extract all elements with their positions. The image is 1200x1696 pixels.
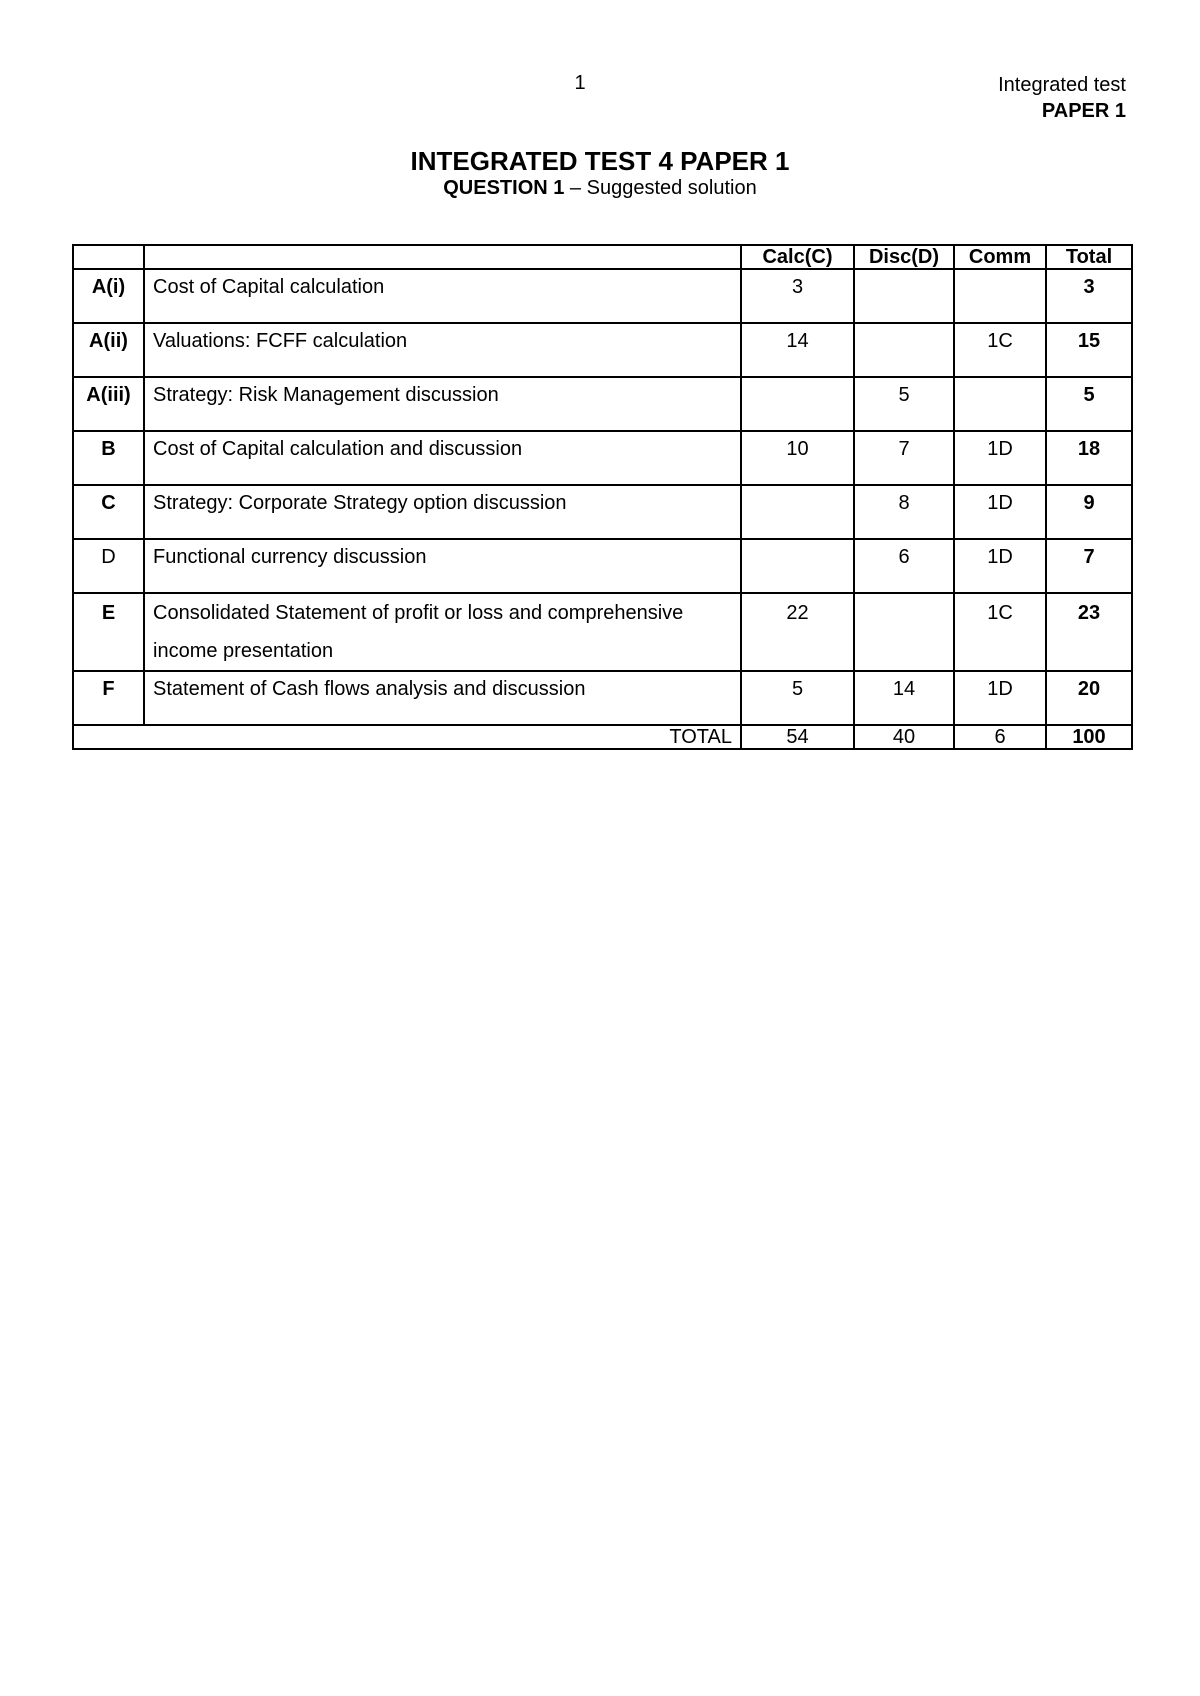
row-code: C — [73, 485, 144, 539]
row-calc — [741, 485, 854, 539]
document-title: INTEGRATED TEST 4 PAPER 1 — [410, 146, 790, 176]
table-row — [73, 485, 1132, 539]
column-header-calc: Calc(C) — [741, 245, 854, 269]
row-disc: 6 — [854, 539, 954, 593]
column-header-comm: Comm — [954, 245, 1046, 269]
running-header — [998, 72, 1126, 124]
row-calc: 5 — [741, 671, 854, 725]
row-description: Cost of Capital calculation and discussion — [144, 431, 741, 485]
row-description: Strategy: Corporate Strategy option discussion — [144, 485, 741, 539]
row-total: 3 — [1046, 269, 1132, 323]
table-row — [73, 671, 1132, 725]
column-header-total: Total — [1046, 245, 1132, 269]
row-calc — [741, 377, 854, 431]
total-label: TOTAL — [73, 725, 741, 749]
row-total: 9 — [1046, 485, 1132, 539]
total-total: 100 — [1046, 725, 1132, 749]
table-row — [73, 593, 1132, 671]
row-code: D — [73, 539, 144, 593]
row-comm — [954, 377, 1046, 431]
document-subtitle — [0, 176, 1200, 200]
row-code: F — [73, 671, 144, 725]
total-disc: 40 — [854, 725, 954, 749]
table-row — [73, 323, 1132, 377]
row-calc: 22 — [741, 593, 854, 671]
column-header-disc: Disc(D) — [854, 245, 954, 269]
row-comm: 1D — [954, 671, 1046, 725]
column-header-description — [144, 245, 741, 269]
table-row — [73, 377, 1132, 431]
row-calc — [741, 539, 854, 593]
row-calc: 10 — [741, 431, 854, 485]
row-disc: 8 — [854, 485, 954, 539]
row-description: Statement of Cash flows analysis and discussion — [144, 671, 741, 725]
row-total: 5 — [1046, 377, 1132, 431]
subtitle-rest: – Suggested solution — [564, 177, 757, 199]
row-description: Consolidated Statement of profit or loss and comprehensive income presentation — [144, 593, 741, 671]
row-total: 18 — [1046, 431, 1132, 485]
row-total: 15 — [1046, 323, 1132, 377]
row-comm: 1D — [954, 539, 1046, 593]
marks-allocation-table — [72, 244, 1133, 750]
table-total-row — [73, 725, 1132, 749]
column-header-code — [73, 245, 144, 269]
row-total: 23 — [1046, 593, 1132, 671]
row-calc: 14 — [741, 323, 854, 377]
row-comm: 1D — [954, 485, 1046, 539]
running-paper-label: PAPER 1 — [1041, 100, 1126, 122]
row-disc — [854, 269, 954, 323]
row-description: Functional currency discussion — [144, 539, 741, 593]
row-description: Strategy: Risk Management discussion — [144, 377, 741, 431]
row-description: Valuations: FCFF calculation — [144, 323, 741, 377]
row-total: 7 — [1046, 539, 1132, 593]
page-number: 1 — [574, 72, 586, 94]
row-total: 20 — [1046, 671, 1132, 725]
row-description: Cost of Capital calculation — [144, 269, 741, 323]
table-header-row — [73, 245, 1132, 269]
row-comm: 1C — [954, 323, 1046, 377]
row-comm: 1C — [954, 593, 1046, 671]
row-code: B — [73, 431, 144, 485]
row-disc: 5 — [854, 377, 954, 431]
row-code: A(iii) — [73, 377, 144, 431]
row-disc: 14 — [854, 671, 954, 725]
row-code: E — [73, 593, 144, 671]
row-disc — [854, 323, 954, 377]
row-comm — [954, 269, 1046, 323]
row-disc — [854, 593, 954, 671]
table-row — [73, 269, 1132, 323]
running-title: Integrated test — [998, 74, 1126, 96]
total-comm: 6 — [954, 725, 1046, 749]
row-disc: 7 — [854, 431, 954, 485]
title-block — [0, 146, 1200, 200]
total-calc: 54 — [741, 725, 854, 749]
table-row — [73, 539, 1132, 593]
table-row — [73, 431, 1132, 485]
question-label: QUESTION 1 — [443, 177, 565, 199]
row-code: A(ii) — [73, 323, 144, 377]
row-comm: 1D — [954, 431, 1046, 485]
row-calc: 3 — [741, 269, 854, 323]
row-code: A(i) — [73, 269, 144, 323]
